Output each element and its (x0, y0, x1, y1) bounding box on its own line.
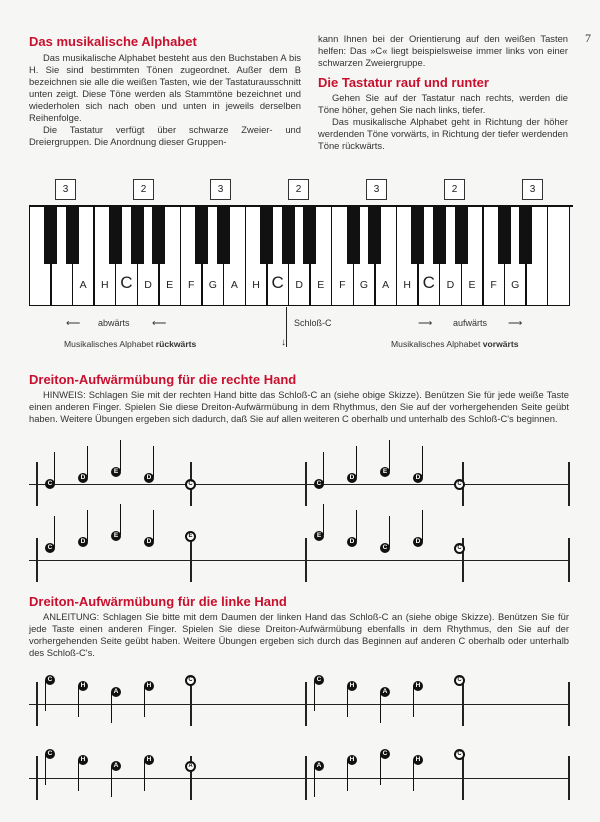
key-note-label: E (317, 279, 325, 291)
whole-note: C (454, 479, 465, 490)
barline (462, 756, 464, 800)
arrow-left-short-icon: ⟵ (152, 318, 167, 329)
barline (305, 682, 307, 726)
note-e: E (314, 531, 324, 541)
barline (305, 538, 307, 582)
note-c: C (45, 675, 55, 685)
right-hand-title: Dreiton-Aufwärmübung für die rechte Hand (29, 372, 297, 387)
note-stem (45, 754, 46, 785)
staff-line (29, 560, 569, 561)
whole-note: E (185, 531, 196, 542)
note-stem (323, 452, 324, 483)
key-note-label: D (295, 279, 303, 291)
note-stem (78, 686, 79, 717)
alphabet-paragraph-1: Das musikalische Alphabet besteht aus den Buchstaben A bis H. Sie sind bestimmten Tönen zugeordnet. Außer dem B bezeichnen sie alle die weißen Tasten, wie der Tastaturausschnitt unten zeigt. Diese Töne werden als Stammtöne bezeichnet und wiederholen sich nach oben und unten in jeweils derselben Reihenfolge. (29, 52, 301, 123)
black-key (260, 206, 273, 264)
key-note-label: H (101, 279, 109, 291)
right-hand-instruction: HINWEIS: Schlagen Sie mit der rechten Hand bitte das Schloß-C an (siehe obige Skizze). Benützen Sie für jede weiße Taste einen anderen Finger. Spielen Sie diese Dreiton-Aufwärmübung in dem Rhythmus, den Sie auf der vorhergehenden Seite geübt haben. Weitere Übungen ergeben sich dadurch, daß Sie auf allen weiteren C oberhalb und unterhalb des Schloß-C's beginnen. (29, 389, 569, 424)
note-d: D (144, 537, 154, 547)
arrow-right-icon: ⟶ (508, 318, 523, 329)
note-e: E (380, 467, 390, 477)
section-alphabet (29, 34, 301, 148)
group-count-box: 2 (444, 179, 465, 200)
group-count-box: 3 (366, 179, 387, 200)
arrow-down-icon: ↓ (281, 337, 286, 348)
note-stem (54, 516, 55, 547)
note-stem (347, 686, 348, 717)
barline (190, 538, 192, 582)
note-a: A (111, 761, 121, 771)
black-key (303, 206, 316, 264)
key-note-label: E (166, 279, 174, 291)
down-label: abwärts (98, 318, 130, 328)
key-note-label: H (403, 279, 411, 291)
note-stem (153, 446, 154, 477)
note-stem (389, 516, 390, 547)
keyboard-paragraph-2: Das musikalische Alphabet geht in Richtung der höher werdenden Töne vorwärts, in Richtung der tiefer werdenden Töne rückwärts. (318, 116, 568, 151)
key-note-label: D (144, 279, 152, 291)
left-hand-title: Dreiton-Aufwärmübung für die linke Hand (29, 594, 287, 609)
note-stem (422, 510, 423, 541)
note-stem (413, 760, 414, 791)
note-d: D (78, 473, 88, 483)
note-stem (380, 754, 381, 785)
key-note-label: F (339, 279, 346, 291)
note-d: D (347, 537, 357, 547)
whole-note: C (454, 543, 465, 554)
note-c: C (45, 749, 55, 759)
key-note-label: A (382, 279, 390, 291)
note-c: C (314, 479, 324, 489)
note-h: H (144, 755, 154, 765)
note-stem (323, 504, 324, 535)
note-e: E (111, 467, 121, 477)
note-stem (120, 504, 121, 535)
black-key (519, 206, 532, 264)
barline (36, 756, 38, 800)
note-stem (78, 760, 79, 791)
barline (190, 682, 192, 726)
note-d: D (347, 473, 357, 483)
section-title-keyboard: Die Tastatur rauf und runter (318, 75, 489, 90)
barline (568, 538, 570, 582)
black-key (455, 206, 468, 264)
note-h: H (413, 681, 423, 691)
note-a: A (111, 687, 121, 697)
whole-note: A (185, 761, 196, 772)
note-stem (389, 440, 390, 471)
note-stem (356, 446, 357, 477)
barline (568, 756, 570, 800)
note-h: H (413, 755, 423, 765)
black-key (368, 206, 381, 264)
note-d: D (413, 473, 423, 483)
group-count-box: 3 (522, 179, 543, 200)
black-key (411, 206, 424, 264)
note-stem (87, 510, 88, 541)
section-title-alphabet: Das musikalische Alphabet (29, 34, 197, 49)
alphabet-paragraph-3: kann Ihnen bei der Orientierung auf den weißen Tasten helfen: Das »C« liegt beispielsweise immer links von einer schwarzen Zweiergruppe. (318, 33, 568, 68)
black-key (195, 206, 208, 264)
section-right-hand (29, 372, 569, 425)
middle-c-label: Schloß-C (294, 318, 332, 328)
key-note-label: H (252, 279, 260, 291)
note-h: H (144, 681, 154, 691)
section-left-hand (29, 594, 569, 659)
black-key (66, 206, 79, 264)
black-key (44, 206, 57, 264)
barline (36, 682, 38, 726)
alphabet-paragraph-2: Die Tastatur verfügt über schwarze Zweier- und Dreiergruppen. Die Anordnung dieser Gruppen- (29, 124, 301, 147)
note-stem (120, 440, 121, 471)
barline (36, 538, 38, 582)
black-key (152, 206, 165, 264)
keyboard-paragraph-1: Gehen Sie auf der Tastatur nach rechts, werden die Töne höher, gehen Sie nach links, tiefer. (318, 92, 568, 115)
note-h: H (78, 755, 88, 765)
note-stem (380, 692, 381, 723)
note-h: H (347, 681, 357, 691)
key-note-label: A (230, 279, 238, 291)
note-h: H (347, 755, 357, 765)
section-keyboard-text (318, 33, 568, 152)
barline (462, 682, 464, 726)
note-stem (144, 760, 145, 791)
left-hand-instruction: ANLEITUNG: Schlagen Sie bitte mit dem Daumen der linken Hand das Schloß-C an (siehe obige Skizze). Benützen Sie für jede Taste einen anderen Finger. Spielen Sie diese Dreiton-Aufwärmübung ebenfalls in dem Rhythmus, den Sie auf der vorhergehenden Seite geübt haben. Weitere Übungen ergeben sich durch das Beginnen auf anderen C oberhalb oder unterhalb des Schloß-C's. (29, 611, 569, 658)
backward-caption: Musikalisches Alphabet rückwärts (64, 339, 197, 349)
up-label: aufwärts (453, 318, 488, 328)
black-key (131, 206, 144, 264)
whole-note: C (454, 749, 465, 760)
arrow-right-short-icon: ⟶ (418, 318, 433, 329)
black-key (282, 206, 295, 264)
barline (36, 462, 38, 506)
key-note-label: G (208, 279, 217, 291)
note-stem (144, 686, 145, 717)
barline (568, 462, 570, 506)
note-e: E (111, 531, 121, 541)
barline (305, 756, 307, 800)
key-note-label: F (187, 279, 195, 291)
note-stem (314, 680, 315, 711)
group-count-box: 3 (210, 179, 231, 200)
black-key (347, 206, 360, 264)
staff-line (29, 484, 569, 485)
key-note-label: G (359, 279, 369, 291)
key-note-label: C (422, 273, 435, 292)
note-stem (87, 446, 88, 477)
note-c: C (380, 749, 390, 759)
note-stem (347, 760, 348, 791)
note-c: C (380, 543, 390, 553)
note-stem (422, 446, 423, 477)
staff-line (29, 778, 569, 779)
note-d: D (78, 537, 88, 547)
note-d: D (413, 537, 423, 547)
barline (568, 682, 570, 726)
note-d: D (144, 473, 154, 483)
whole-note: C (185, 479, 196, 490)
group-count-box: 3 (55, 179, 76, 200)
black-key (109, 206, 122, 264)
note-stem (153, 510, 154, 541)
note-a: A (380, 687, 390, 697)
note-stem (111, 766, 112, 797)
white-key (547, 206, 569, 306)
forward-caption: Musikalisches Alphabet vorwärts (391, 339, 519, 349)
arrow-left-icon: ⟵ (66, 318, 81, 329)
key-note-label: C (271, 273, 284, 292)
note-c: C (45, 543, 55, 553)
whole-note: C (185, 675, 196, 686)
middle-c-pointer (286, 307, 287, 347)
black-key (433, 206, 446, 264)
note-h: H (78, 681, 88, 691)
group-count-box: 2 (133, 179, 154, 200)
key-note-label: D (446, 279, 455, 291)
note-c: C (45, 479, 55, 489)
staff-line (29, 704, 569, 705)
black-key (217, 206, 230, 264)
key-note-label: A (79, 279, 87, 291)
black-key (498, 206, 511, 264)
key-note-label: F (490, 279, 497, 291)
key-note-label: E (468, 279, 476, 291)
note-stem (314, 766, 315, 797)
note-stem (45, 680, 46, 711)
note-stem (111, 692, 112, 723)
note-stem (356, 510, 357, 541)
note-c: C (314, 675, 324, 685)
note-stem (54, 452, 55, 483)
note-a: A (314, 761, 324, 771)
whole-note: C (454, 675, 465, 686)
page-number: 7 (585, 31, 591, 45)
group-count-box: 2 (288, 179, 309, 200)
key-note-label: G (511, 279, 520, 291)
note-stem (413, 686, 414, 717)
key-note-label: C (120, 273, 133, 292)
barline (305, 462, 307, 506)
